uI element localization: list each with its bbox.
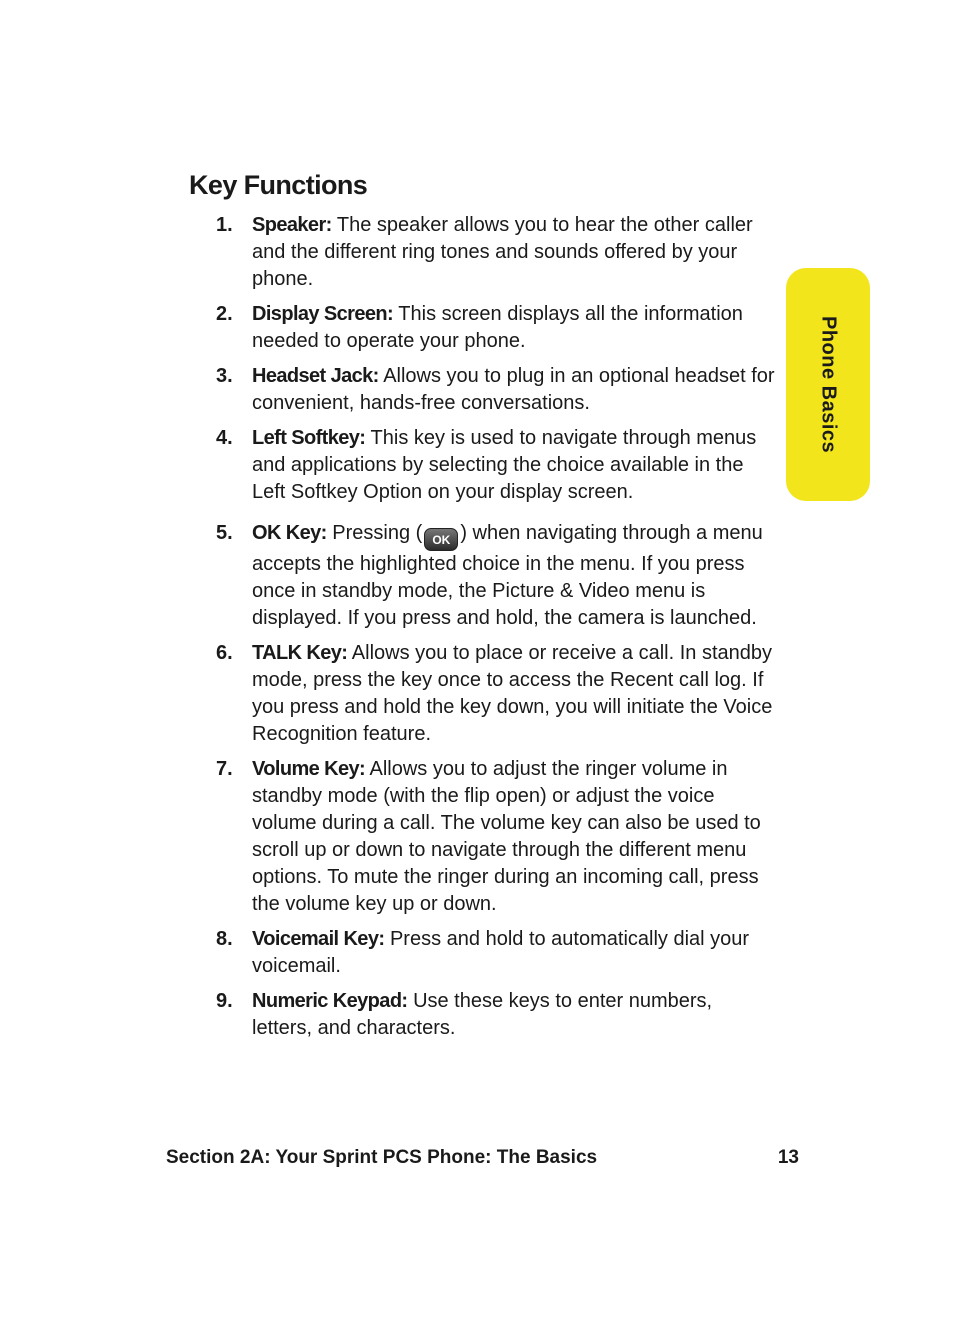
key-functions-list: [216, 212, 776, 1042]
chapter-tab-label: Phone Basics: [817, 316, 840, 454]
list-item: [216, 756, 776, 918]
ok-key-icon: OK: [424, 528, 458, 551]
list-item: [216, 425, 776, 506]
item-number: 9.: [216, 990, 233, 1012]
item-text: This key is used to navigate through menus and applications by selecting the choice available in the Left Softkey Option on your display screen.: [252, 427, 757, 503]
list-item: [216, 520, 776, 632]
item-term: Left Softkey:: [252, 427, 366, 449]
item-text: This screen displays all the information needed to operate your phone.: [252, 303, 743, 352]
item-number: 4.: [216, 427, 233, 449]
item-number: 8.: [216, 928, 233, 950]
item-number: 2.: [216, 303, 233, 325]
list-item: [216, 301, 776, 355]
item-text-pre: Pressing (: [332, 522, 423, 544]
section-heading: Key Functions: [189, 170, 368, 200]
item-number: 6.: [216, 642, 233, 664]
item-term: OK Key:: [252, 522, 327, 544]
item-number: 7.: [216, 758, 233, 780]
item-term: TALK Key:: [252, 642, 348, 664]
item-term: Headset Jack:: [252, 365, 379, 387]
item-number: 3.: [216, 365, 233, 387]
list-item: [216, 640, 776, 748]
item-term: Numeric Keypad:: [252, 990, 408, 1012]
chapter-tab: [786, 268, 870, 501]
item-text: Use these keys to enter numbers, letters, and characters.: [252, 990, 713, 1039]
page-footer: [166, 1147, 799, 1169]
item-term: Display Screen:: [252, 303, 394, 325]
item-text: Allows you to plug in an optional headset for convenient, hands-free conversations.: [252, 365, 775, 414]
list-item: [216, 363, 776, 417]
item-number: 1.: [216, 214, 233, 236]
item-term: Voicemail Key:: [252, 928, 385, 950]
item-text: Press and hold to automatically dial your voicemail.: [252, 928, 750, 977]
item-term: Speaker:: [252, 214, 332, 236]
list-item: [216, 212, 776, 293]
item-text: Allows you to place or receive a call. In standby mode, press the key once to access the Recent call log. If you press and hold the key down, you will initiate the Voice Recognition feature.: [252, 642, 773, 745]
list-item: [216, 926, 776, 980]
item-number: 5.: [216, 522, 233, 544]
item-term: Volume Key:: [252, 758, 366, 780]
footer-section-title: Section 2A: Your Sprint PCS Phone: The Basics: [166, 1147, 598, 1168]
item-text: The speaker allows you to hear the other caller and the different ring tones and sounds offered by your phone.: [252, 214, 753, 290]
page-number: 13: [777, 1147, 799, 1168]
list-item: [216, 988, 776, 1042]
item-text: Allows you to adjust the ringer volume in standby mode (with the flip open) or adjust the voice volume during a call. The volume key can also be used to scroll up or down to navigate through the different menu options. To mute the ringer during an incoming call, press the volume key up or down.: [252, 758, 761, 915]
item-text: ) when navigating through a menu accepts the highlighted choice in the menu. If you press once in standby mode, the Picture & Video menu is displayed. If you press and hold, the camera is launched.: [252, 522, 763, 629]
